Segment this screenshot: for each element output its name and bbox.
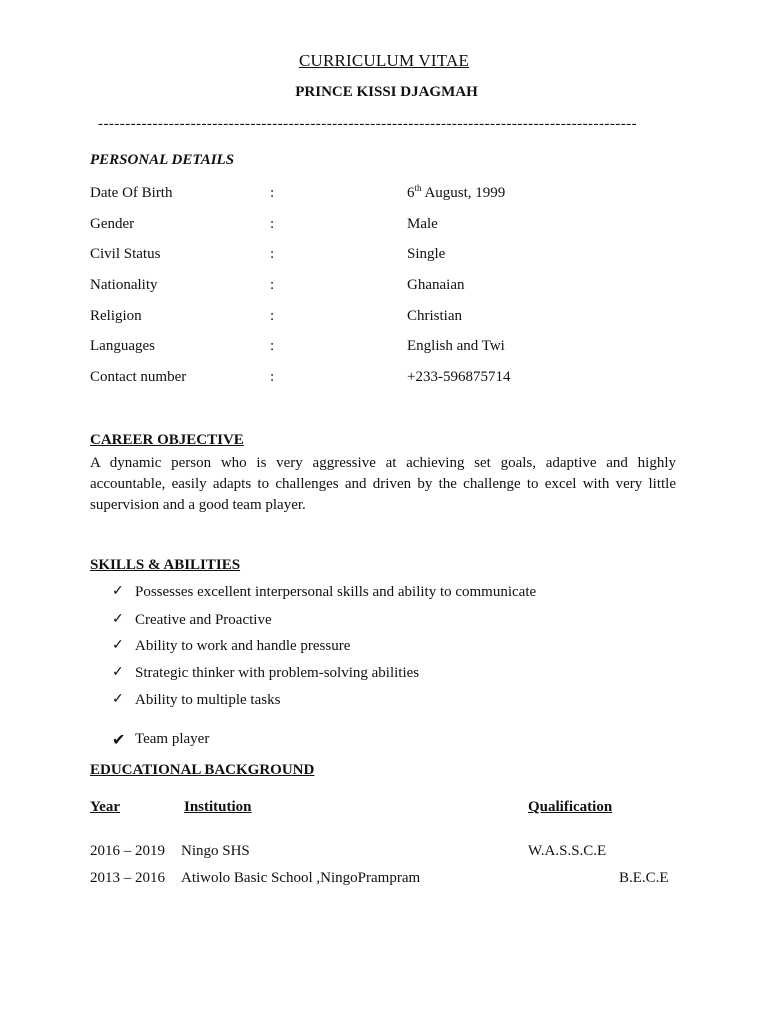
education-institution: Ningo SHS bbox=[181, 843, 250, 859]
detail-label-nationality: Nationality bbox=[90, 277, 158, 293]
check-icon: ✓ bbox=[112, 665, 124, 680]
skill-item: Ability to work and handle pressure bbox=[135, 638, 351, 654]
detail-value-dob bbox=[407, 185, 505, 202]
detail-value-languages: English and Twi bbox=[407, 338, 505, 354]
detail-colon: : bbox=[270, 338, 275, 354]
check-bold-icon: ✔ bbox=[112, 732, 126, 749]
career-objective-heading: CAREER OBJECTIVE bbox=[90, 432, 244, 448]
detail-colon: : bbox=[270, 277, 275, 293]
detail-label-dob: Date Of Birth bbox=[90, 185, 173, 201]
detail-colon: : bbox=[270, 216, 275, 232]
header-divider: --------------------------------------------------------------------------------------------------- bbox=[98, 116, 638, 132]
column-header-year: Year bbox=[90, 799, 120, 815]
detail-colon: : bbox=[270, 246, 275, 262]
check-icon: ✓ bbox=[112, 584, 124, 599]
skill-item: Creative and Proactive bbox=[135, 612, 272, 628]
dob-day-suffix: th bbox=[414, 183, 422, 193]
detail-label-gender: Gender bbox=[90, 216, 135, 232]
check-icon: ✓ bbox=[112, 692, 124, 707]
column-header-qualification: Qualification bbox=[528, 799, 613, 815]
education-qualification: B.E.C.E bbox=[619, 870, 669, 886]
education-qualification: W.A.S.S.C.E bbox=[528, 843, 607, 859]
check-icon: ✓ bbox=[112, 638, 124, 653]
career-objective-text: A dynamic person who is very aggressive at achieving set goals, adaptive and highly accountable, easily adapts to challenges and driven by the challenge to excel with very little supervision and a good team player. bbox=[90, 455, 676, 513]
skill-item: Team player bbox=[135, 731, 210, 747]
education-year: 2013 – 2016 bbox=[90, 870, 165, 886]
detail-label-languages: Languages bbox=[90, 338, 155, 354]
detail-value-nationality: Ghanaian bbox=[407, 277, 465, 293]
education-institution: Atiwolo Basic School ,NingoPrampram bbox=[181, 870, 421, 886]
skill-item: Ability to multiple tasks bbox=[135, 692, 281, 708]
detail-value-gender: Male bbox=[407, 216, 438, 232]
check-icon: ✓ bbox=[112, 612, 124, 627]
personal-details-heading: PERSONAL DETAILS bbox=[90, 152, 235, 168]
dob-day: 6 bbox=[407, 185, 415, 201]
dob-rest: August, 1999 bbox=[421, 185, 506, 201]
detail-colon: : bbox=[270, 185, 275, 201]
detail-colon: : bbox=[270, 369, 275, 385]
detail-colon: : bbox=[270, 308, 275, 324]
detail-label-civil-status: Civil Status bbox=[90, 246, 161, 262]
detail-value-religion: Christian bbox=[407, 308, 462, 324]
cv-title: CURRICULUM VITAE bbox=[298, 51, 470, 70]
candidate-name: PRINCE KISSI DJAGMAH bbox=[295, 84, 478, 100]
skill-item: Possesses excellent interpersonal skills and ability to communicate bbox=[135, 584, 537, 600]
education-year: 2016 – 2019 bbox=[90, 843, 165, 859]
column-header-institution: Institution bbox=[184, 799, 252, 815]
skill-item: Strategic thinker with problem-solving abilities bbox=[135, 665, 420, 681]
detail-value-civil-status: Single bbox=[407, 246, 446, 262]
detail-value-contact: +233-596875714 bbox=[407, 369, 511, 385]
detail-label-religion: Religion bbox=[90, 308, 142, 324]
education-heading: EDUCATIONAL BACKGROUND bbox=[90, 762, 315, 778]
skills-heading: SKILLS & ABILITIES bbox=[90, 557, 241, 573]
detail-label-contact: Contact number bbox=[90, 369, 187, 385]
